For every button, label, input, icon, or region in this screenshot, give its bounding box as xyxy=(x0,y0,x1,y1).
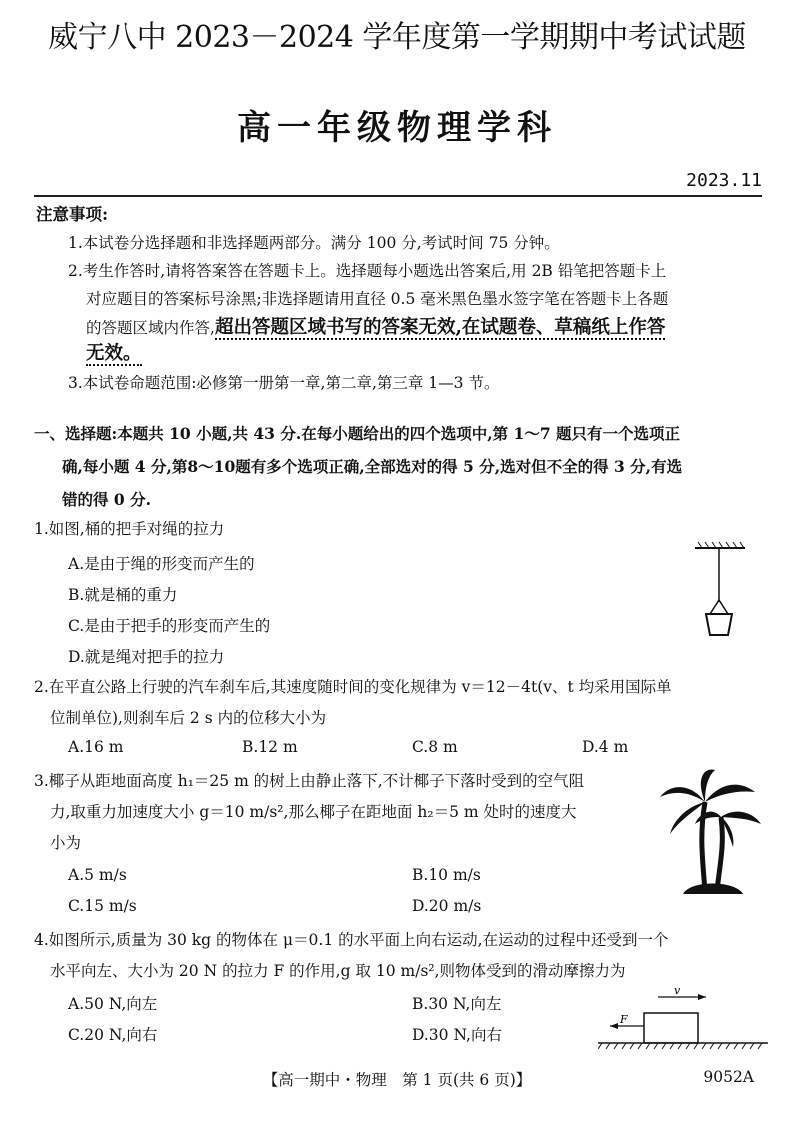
note-2-emphasis: 超出答题区域书写的答案无效,在试题卷、草稿纸上作答 xyxy=(214,317,666,338)
q2-line-1: 2.在平直公路上行驶的汽车刹车后,其速度随时间的变化规律为 v＝12－4t(v、t 均采用国际单 xyxy=(34,678,672,696)
note-2-line-1: 2.考生作答时,请将答案答在答题卡上。选择题每小题选出答案后,用 2B 铅笔把答题卡上 xyxy=(68,262,667,280)
q2-line-2: 位制单位),则刹车后 2 s 内的位移大小为 xyxy=(50,709,327,727)
notes-heading: 注意事项: xyxy=(36,205,109,224)
q1-option-a: A.是由于绳的形变而产生的 xyxy=(68,555,255,573)
q3-line-2: 力,取重力加速度大小 g＝10 m/s²,那么椰子在距地面 h₂＝5 m 处时的速度大 xyxy=(50,803,577,821)
q1-stem: 1.如图,桶的把手对绳的拉力 xyxy=(34,520,225,538)
subject-title: 高一年级物理学科 xyxy=(237,108,557,148)
q1-bucket-figure xyxy=(690,540,750,640)
header-divider xyxy=(34,195,762,197)
section-1-line-3: 错的得 0 分. xyxy=(62,490,151,509)
q4-line-1: 4.如图所示,质量为 30 kg 的物体在 μ＝0.1 的水平面上向右运动,在运动的过程中还受到一个 xyxy=(34,931,669,949)
q3-line-1: 3.椰子从距地面高度 h₁＝25 m 的树上由静止落下,不计椰子下落时受到的空气阻 xyxy=(34,772,585,790)
q4-option-d: D.30 N,向右 xyxy=(412,1026,502,1044)
note-3: 3.本试卷命题范围:必修第一册第一章,第二章,第三章 1—3 节。 xyxy=(68,374,500,392)
q1-option-d: D.就是绳对把手的拉力 xyxy=(68,648,225,666)
q1-option-c: C.是由于把手的形变而产生的 xyxy=(68,617,271,635)
q3-option-c: C.15 m/s xyxy=(68,897,137,915)
q1-option-b: B.就是桶的重力 xyxy=(68,586,178,604)
q3-option-d: D.20 m/s xyxy=(412,897,482,915)
note-2-line-3 xyxy=(86,312,665,344)
paper-code: 9052A xyxy=(703,1068,754,1086)
q4-block-figure xyxy=(598,985,768,1055)
page-footer: 【高一期中・物理 第 1 页(共 6 页)】 xyxy=(262,1071,532,1089)
note-2-line-2: 对应题目的答案标号涂黑;非选择题请用直径 0.5 毫米黑色墨水签字笔在答题卡上各题 xyxy=(86,290,669,308)
q2-option-a: A.16 m xyxy=(68,738,124,756)
section-1-line-2: 确,每小题 4 分,第8～10题有多个选项正确,全部选对的得 5 分,选对但不全的得 3 分,有选 xyxy=(62,457,683,476)
q2-option-b: B.12 m xyxy=(242,738,298,756)
velocity-label: v xyxy=(674,985,681,997)
q3-palm-tree-figure xyxy=(655,762,765,897)
note-2-emphasis-end: 无效。 xyxy=(86,343,142,364)
q4-line-2: 水平向左、大小为 20 N 的拉力 F 的作用,g 取 10 m/s²,则物体受到的滑动摩擦力为 xyxy=(50,962,626,980)
q3-option-a: A.5 m/s xyxy=(68,866,127,884)
q2-option-c: C.8 m xyxy=(412,738,458,756)
exam-title: 威宁八中 2023－2024 学年度第一学期期中考试试题 xyxy=(48,20,746,55)
q3-option-b: B.10 m/s xyxy=(412,866,481,884)
q4-option-b: B.30 N,向左 xyxy=(412,995,502,1013)
note-2-line-3-text: 的答题区域内作答, xyxy=(86,319,215,337)
exam-date: 2023.11 xyxy=(686,170,762,191)
note-1: 1.本试卷分选择题和非选择题两部分。满分 100 分,考试时间 75 分钟。 xyxy=(68,234,560,252)
q4-option-c: C.20 N,向右 xyxy=(68,1026,158,1044)
section-1-line-1: 一、选择题:本题共 10 小题,共 43 分.在每小题给出的四个选项中,第 1～7 题只有一个选项正 xyxy=(34,424,680,443)
q4-option-a: A.50 N,向左 xyxy=(68,995,158,1013)
q3-line-3: 小为 xyxy=(50,834,82,852)
force-label: F xyxy=(620,1013,628,1026)
q2-option-d: D.4 m xyxy=(582,738,629,756)
